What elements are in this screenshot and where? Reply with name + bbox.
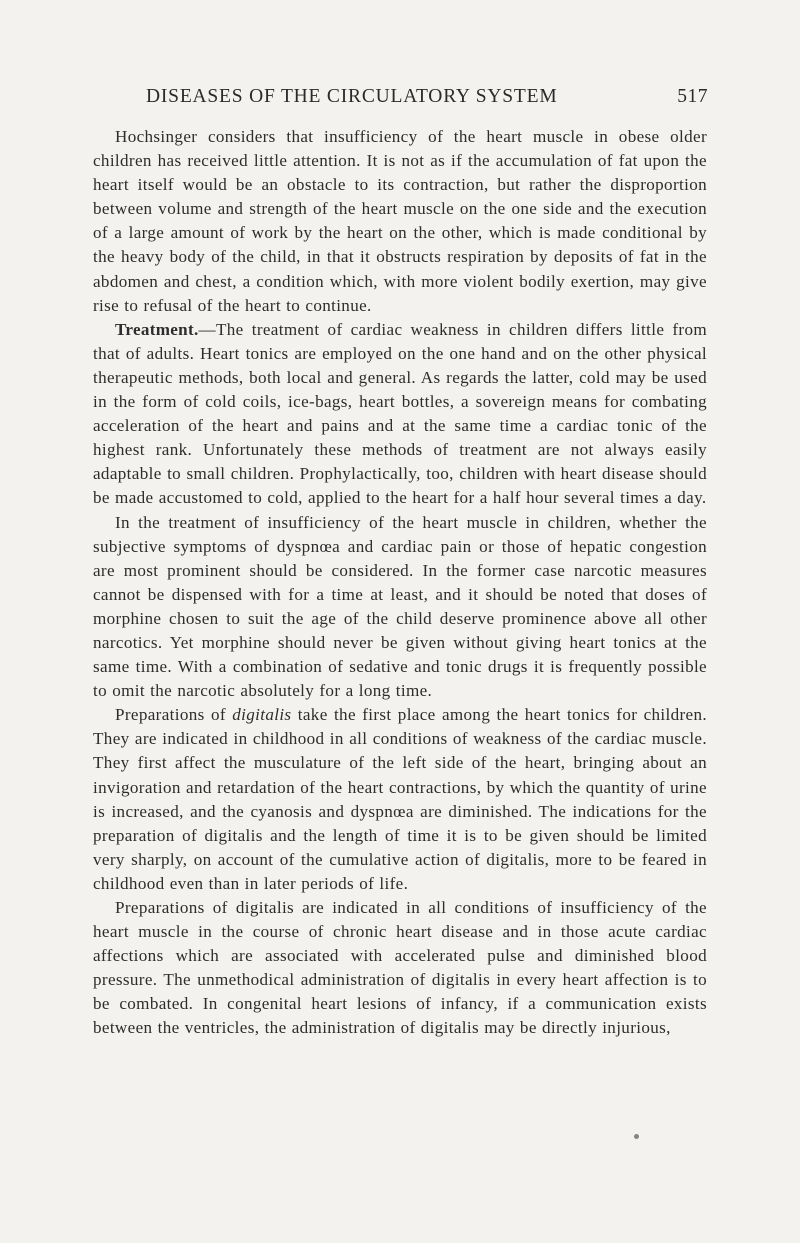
body-text bbox=[93, 125, 707, 1041]
running-title: DISEASES OF THE CIRCULATORY SYSTEM bbox=[146, 86, 558, 107]
digitalis-italic: digitalis bbox=[232, 705, 292, 725]
paragraph-obesity bbox=[93, 125, 707, 318]
running-header bbox=[92, 86, 708, 110]
paragraph-insufficiency-text: In the treatment of insufficiency of the heart muscle in children, whether the subjective symptoms of dyspnœa and cardiac pain or those of hepatic congestion are most prominent should be considered. In the former case narcotic measures cannot be dispensed with for a time at least, and it should be noted that doses of morphine chosen to suit the age of the child deserve prominence above all other narcotics. Yet morphine should never be given without giving heart tonics at the same time. With a combination of sedative and tonic drugs it is frequently possible to omit the narcotic absolutely for a long time. bbox=[93, 512, 707, 701]
ink-mark bbox=[634, 1134, 639, 1139]
paragraph-obesity-text: Hochsinger considers that insufficiency of the heart muscle in obese older children has received little attention. It is not as if the accumulation of fat upon the heart itself would be an obstacle to its contraction, but rather the disproportion between volume and strength of the heart muscle on the one side and the execution of a large amount of work by the heart on the other, which is made conditional by the heavy body of the child, in that it obstructs respiration by deposits of fat in the abdomen and chest, a condition which, with more violent bodily exertion, may give rise to refusal of the heart to continue. bbox=[93, 127, 707, 315]
treatment-heading: Treatment. bbox=[115, 319, 199, 339]
paragraph-treatment bbox=[93, 318, 707, 511]
paragraph-indications-text: Preparations of digitalis are indicated in all conditions of insufficiency of the heart muscle in the course of chronic heart disease and in those acute cardiac affections which are associated with accelerated pulse and diminished blood pressure. The unmethodical administration of digitalis in every heart affection is to be combated. In congenital heart lesions of infancy, if a communication exists between the ventricles, the administration of digitalis may be directly injurious, bbox=[93, 898, 707, 1038]
paragraph-digitalis-text: take the first place among the heart tonics for children. They are indicated in childhood in all conditions of weakness of the cardiac muscle. They first affect the musculature of the left side of the heart, bringing about an invigoration and retardation of the heart contractions, by which the quantity of urine is increased, and the cyanosis and dyspnœa are diminished. The indications for the preparation of digitalis and the length of time it is to be given should be limited very sharply, on account of the cumulative action of digitalis, more to be feared in childhood even than in later periods of life. bbox=[93, 705, 708, 893]
paragraph-indications bbox=[93, 896, 707, 1041]
page-number: 517 bbox=[677, 86, 708, 107]
paragraph-treatment-text: —The treatment of cardiac weakness in children differs little from that of adults. Heart tonics are employed on the one hand and on the other physical therapeutic methods, both local and general. As regards the latter, cold may be used in the form of cold coils, ice-bags, heart bottles, a sovereign means for combating acceleration of the heart and pains and at the same time a cardiac tonic of the highest rank. Unfortunately these methods of treatment are not always easily adaptable to small children. Prophylactically, too, children with heart disease should be made accustomed to cold, applied to the heart for a half hour several times a day. bbox=[93, 319, 707, 508]
paragraph-digitalis-lead: Preparations of bbox=[115, 705, 233, 725]
paragraph-digitalis bbox=[93, 703, 707, 896]
paragraph-insufficiency bbox=[93, 511, 707, 704]
